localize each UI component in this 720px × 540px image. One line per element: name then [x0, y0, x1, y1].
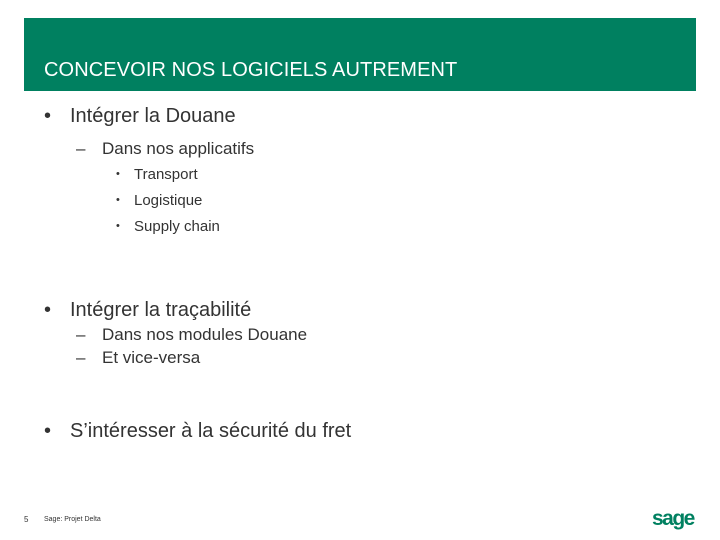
sub-bullet-item: [76, 325, 307, 345]
sub-bullet-item: [76, 348, 200, 368]
sage-logo: [652, 506, 698, 534]
slide-title: CONCEVOIR NOS LOGICIELS AUTREMENT: [44, 59, 458, 81]
title-bar: [24, 18, 696, 91]
bullet-marker: •: [116, 168, 120, 180]
bullet-marker: •: [44, 420, 52, 442]
dash-marker: –: [76, 139, 86, 158]
bullet-item: [44, 420, 351, 443]
sub-sub-bullet-item: [116, 166, 198, 183]
sub-bullet-text: Dans nos applicatifs: [102, 139, 255, 158]
dash-marker: –: [76, 325, 86, 344]
bullet-item: [44, 299, 251, 322]
footer-project: Sage: Projet Delta: [44, 516, 101, 523]
bullet-text: Intégrer la Douane: [70, 105, 236, 127]
bullet-marker: •: [116, 194, 120, 206]
sub-sub-bullet-text: Supply chain: [134, 218, 220, 235]
sub-bullet-text: Dans nos modules Douane: [102, 325, 308, 344]
sub-sub-bullet-item: [116, 192, 202, 209]
bullet-text: Intégrer la traçabilité: [70, 299, 252, 321]
sub-bullet-item: [76, 139, 254, 159]
bullet-marker: •: [44, 105, 52, 127]
bullet-text: S’intéresser à la sécurité du fret: [70, 420, 352, 442]
dash-marker: –: [76, 348, 86, 367]
page-number: 5: [24, 515, 29, 524]
bullet-marker: •: [116, 220, 120, 232]
sub-sub-bullet-text: Transport: [134, 166, 198, 183]
sub-sub-bullet-text: Logistique: [134, 192, 203, 209]
bullet-item: [44, 105, 236, 128]
logo-text: sage: [652, 507, 694, 530]
sub-sub-bullet-item: [116, 218, 220, 235]
sub-bullet-text: Et vice-versa: [102, 348, 201, 367]
bullet-marker: •: [44, 299, 52, 321]
